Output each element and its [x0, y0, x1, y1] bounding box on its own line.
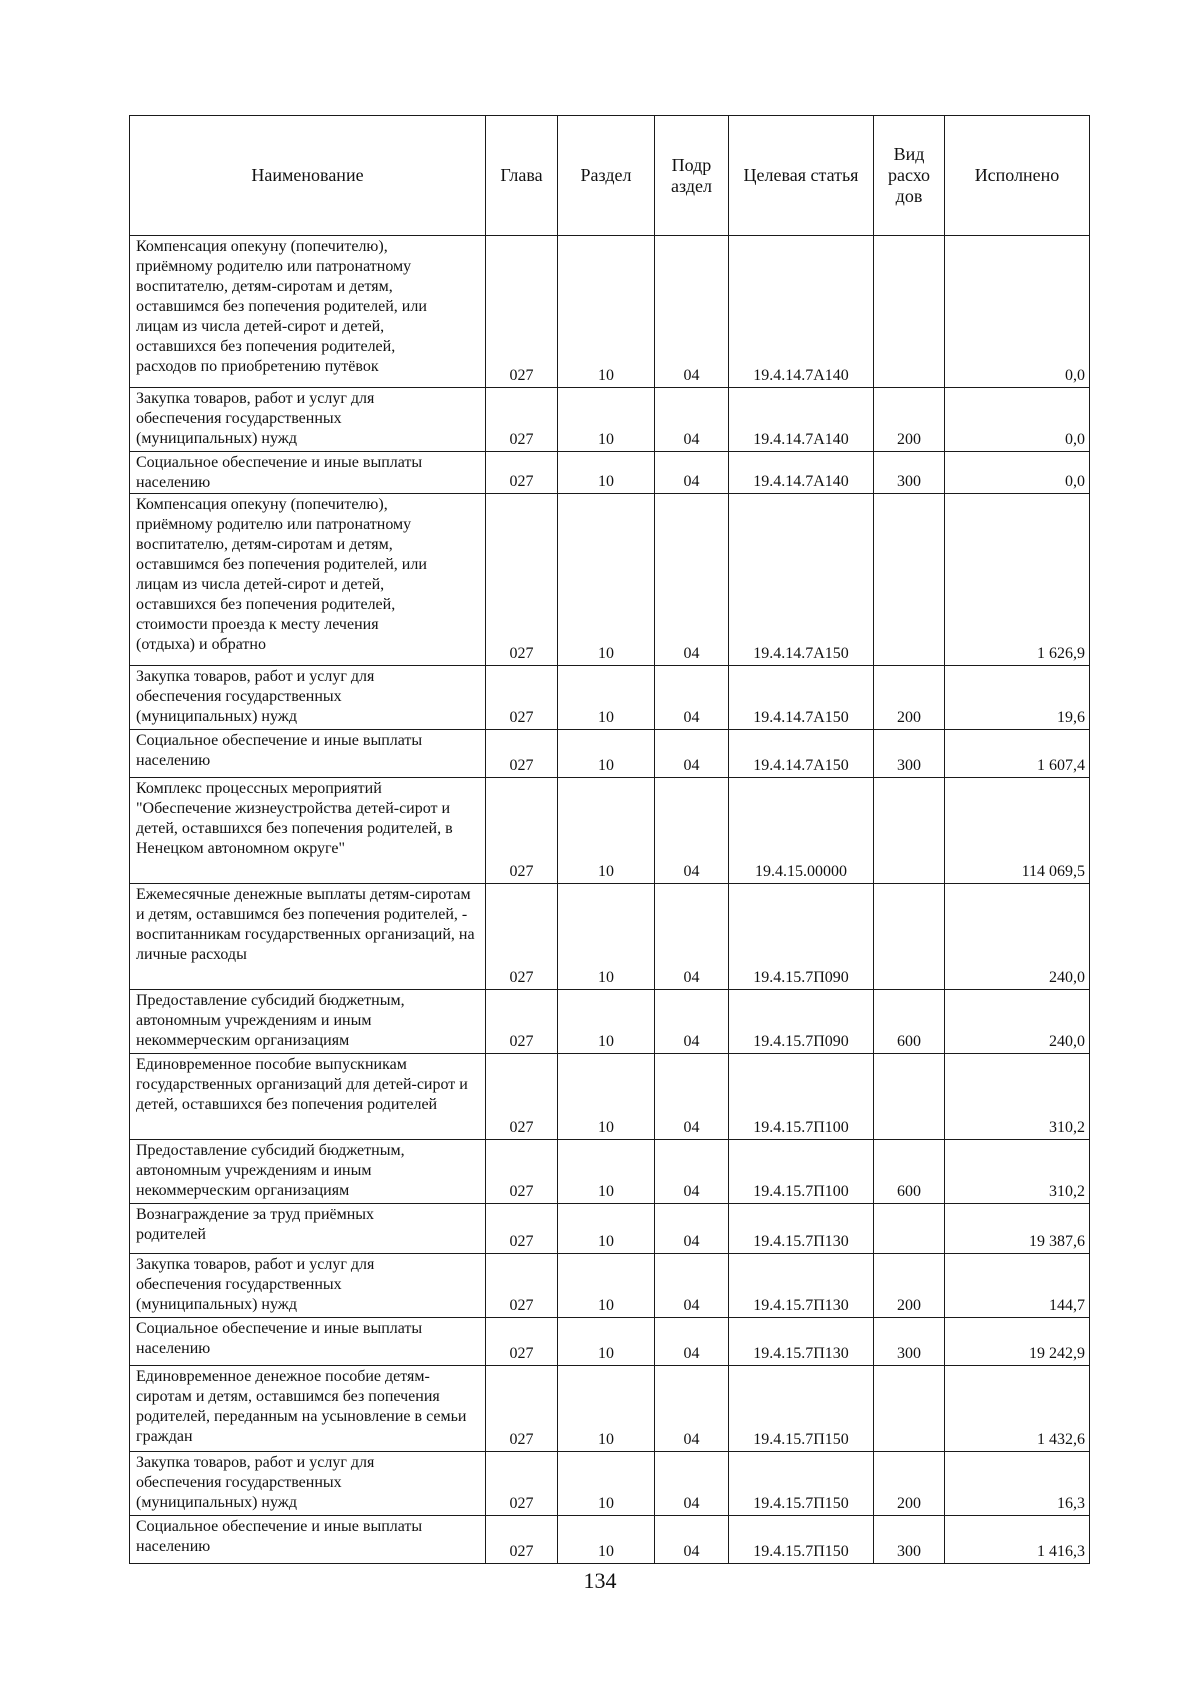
cell-subsection: 04 [655, 388, 729, 452]
cell-subsection: 04 [655, 1254, 729, 1318]
cell-target-article: 19.4.14.7А150 [729, 730, 874, 778]
cell-subsection: 04 [655, 236, 729, 388]
cell-subsection: 04 [655, 1516, 729, 1564]
cell-executed: 114 069,5 [945, 778, 1090, 884]
cell-expense-type: 200 [874, 1254, 945, 1318]
cell-executed: 1 432,6 [945, 1366, 1090, 1452]
budget-expenditure-table [129, 115, 1090, 1564]
table-row [130, 452, 1090, 494]
cell-target-article: 19.4.15.7П150 [729, 1452, 874, 1516]
cell-section: 10 [558, 1318, 655, 1366]
table-row [130, 1254, 1090, 1318]
table-row [130, 1318, 1090, 1366]
cell-target-article: 19.4.14.7А140 [729, 452, 874, 494]
cell-chapter: 027 [486, 1366, 558, 1452]
cell-name: Ежемесячные денежные выплаты детям-сиротам и детям, оставшимся без попечения родителей, - воспитанникам государственных организаций, на личные расходы [130, 884, 486, 990]
cell-expense-type [874, 1204, 945, 1254]
table-row [130, 494, 1090, 666]
cell-subsection: 04 [655, 1204, 729, 1254]
cell-expense-type: 200 [874, 388, 945, 452]
page-number: 134 [583, 1568, 617, 1593]
cell-executed: 310,2 [945, 1054, 1090, 1140]
cell-expense-type: 300 [874, 730, 945, 778]
cell-target-article: 19.4.15.7П130 [729, 1318, 874, 1366]
cell-name: Социальное обеспечение и иные выплаты населению [130, 1318, 486, 1366]
cell-chapter: 027 [486, 778, 558, 884]
table-row [130, 778, 1090, 884]
table-row [130, 1054, 1090, 1140]
cell-target-article: 19.4.15.7П130 [729, 1204, 874, 1254]
cell-section: 10 [558, 1366, 655, 1452]
cell-expense-type [874, 236, 945, 388]
table-row [130, 1516, 1090, 1564]
cell-section: 10 [558, 388, 655, 452]
cell-chapter: 027 [486, 236, 558, 388]
cell-target-article: 19.4.15.00000 [729, 778, 874, 884]
cell-section: 10 [558, 730, 655, 778]
cell-executed: 19 242,9 [945, 1318, 1090, 1366]
cell-subsection: 04 [655, 730, 729, 778]
cell-chapter: 027 [486, 1254, 558, 1318]
cell-section: 10 [558, 1452, 655, 1516]
table-row [130, 884, 1090, 990]
cell-name: Вознаграждение за труд приёмных родителей [130, 1204, 486, 1254]
header-target-article: Целевая статья [729, 116, 874, 236]
table-row [130, 1452, 1090, 1516]
cell-name: Закупка товаров, работ и услуг для обеспечения государственных (муниципальных) нужд [130, 1452, 486, 1516]
cell-expense-type [874, 884, 945, 990]
cell-chapter: 027 [486, 1516, 558, 1564]
cell-executed: 1 607,4 [945, 730, 1090, 778]
cell-chapter: 027 [486, 884, 558, 990]
cell-expense-type: 300 [874, 1318, 945, 1366]
cell-subsection: 04 [655, 1318, 729, 1366]
cell-subsection: 04 [655, 1452, 729, 1516]
header-subsection: Подр аздел [655, 116, 729, 236]
cell-chapter: 027 [486, 1054, 558, 1140]
cell-chapter: 027 [486, 1318, 558, 1366]
table-header [130, 116, 1090, 236]
cell-section: 10 [558, 990, 655, 1054]
cell-expense-type: 300 [874, 452, 945, 494]
cell-name: Компенсация опекуну (попечителю), приёмному родителю или патронатному воспитателю, детям-сиротам и детям, оставшимся без попечения родителей, или лицам из числа детей-сирот и детей, оставшихся без попечения родителей, расходов по приобретению путёвок [130, 236, 486, 388]
cell-target-article: 19.4.15.7П150 [729, 1366, 874, 1452]
cell-section: 10 [558, 778, 655, 884]
cell-chapter: 027 [486, 1204, 558, 1254]
cell-chapter: 027 [486, 990, 558, 1054]
cell-target-article: 19.4.15.7П100 [729, 1140, 874, 1204]
cell-target-article: 19.4.15.7П090 [729, 990, 874, 1054]
cell-expense-type: 200 [874, 1452, 945, 1516]
cell-target-article: 19.4.14.7А150 [729, 666, 874, 730]
cell-chapter: 027 [486, 730, 558, 778]
cell-subsection: 04 [655, 666, 729, 730]
cell-section: 10 [558, 884, 655, 990]
cell-name: Закупка товаров, работ и услуг для обеспечения государственных (муниципальных) нужд [130, 388, 486, 452]
cell-executed: 0,0 [945, 236, 1090, 388]
cell-name: Социальное обеспечение и иные выплаты населению [130, 730, 486, 778]
cell-expense-type: 300 [874, 1516, 945, 1564]
header-expense-type: Вид расхо дов [874, 116, 945, 236]
cell-executed: 240,0 [945, 884, 1090, 990]
cell-executed: 0,0 [945, 452, 1090, 494]
cell-chapter: 027 [486, 494, 558, 666]
table-row [130, 1204, 1090, 1254]
cell-section: 10 [558, 1140, 655, 1204]
cell-subsection: 04 [655, 1054, 729, 1140]
cell-chapter: 027 [486, 1140, 558, 1204]
cell-name: Закупка товаров, работ и услуг для обеспечения государственных (муниципальных) нужд [130, 1254, 486, 1318]
cell-subsection: 04 [655, 494, 729, 666]
cell-chapter: 027 [486, 452, 558, 494]
cell-executed: 1 416,3 [945, 1516, 1090, 1564]
table-row [130, 388, 1090, 452]
cell-expense-type: 600 [874, 1140, 945, 1204]
table-body [130, 236, 1090, 1564]
table-row [130, 730, 1090, 778]
cell-expense-type: 200 [874, 666, 945, 730]
cell-subsection: 04 [655, 1140, 729, 1204]
cell-target-article: 19.4.14.7А140 [729, 236, 874, 388]
cell-subsection: 04 [655, 778, 729, 884]
table-row [130, 1140, 1090, 1204]
cell-name: Закупка товаров, работ и услуг для обеспечения государственных (муниципальных) нужд [130, 666, 486, 730]
cell-expense-type [874, 1366, 945, 1452]
cell-expense-type [874, 494, 945, 666]
header-row [130, 116, 1090, 236]
cell-executed: 16,3 [945, 1452, 1090, 1516]
cell-executed: 1 626,9 [945, 494, 1090, 666]
table-row [130, 236, 1090, 388]
cell-subsection: 04 [655, 1366, 729, 1452]
cell-expense-type [874, 778, 945, 884]
cell-target-article: 19.4.14.7А150 [729, 494, 874, 666]
header-executed: Исполнено [945, 116, 1090, 236]
cell-section: 10 [558, 236, 655, 388]
header-name: Наименование [130, 116, 486, 236]
cell-target-article: 19.4.14.7А140 [729, 388, 874, 452]
cell-target-article: 19.4.15.7П100 [729, 1054, 874, 1140]
cell-executed: 310,2 [945, 1140, 1090, 1204]
cell-section: 10 [558, 666, 655, 730]
cell-subsection: 04 [655, 990, 729, 1054]
cell-chapter: 027 [486, 388, 558, 452]
cell-executed: 19 387,6 [945, 1204, 1090, 1254]
cell-executed: 144,7 [945, 1254, 1090, 1318]
cell-name: Предоставление субсидий бюджетным, автономным учреждениям и иным некоммерческим организациям [130, 1140, 486, 1204]
cell-name: Комплекс процессных мероприятий "Обеспечение жизнеустройства детей-сирот и детей, оставшихся без попечения родителей, в Ненецком автономном округе" [130, 778, 486, 884]
cell-section: 10 [558, 494, 655, 666]
header-section: Раздел [558, 116, 655, 236]
cell-name: Предоставление субсидий бюджетным, автономным учреждениям и иным некоммерческим организациям [130, 990, 486, 1054]
cell-executed: 240,0 [945, 990, 1090, 1054]
cell-section: 10 [558, 1054, 655, 1140]
cell-subsection: 04 [655, 884, 729, 990]
header-chapter: Глава [486, 116, 558, 236]
cell-section: 10 [558, 1516, 655, 1564]
cell-subsection: 04 [655, 452, 729, 494]
cell-section: 10 [558, 452, 655, 494]
cell-chapter: 027 [486, 666, 558, 730]
cell-section: 10 [558, 1204, 655, 1254]
cell-name: Единовременное пособие выпускникам государственных организаций для детей-сирот и детей, оставшихся без попечения родителей [130, 1054, 486, 1140]
cell-executed: 0,0 [945, 388, 1090, 452]
cell-name: Компенсация опекуну (попечителю), приёмному родителю или патронатному воспитателю, детям-сиротам и детям, оставшимся без попечения родителей, или лицам из числа детей-сирот и детей, оставшихся без попечения родителей, стоимости проезда к месту лечения (отдыха) и обратно [130, 494, 486, 666]
cell-target-article: 19.4.15.7П150 [729, 1516, 874, 1564]
cell-chapter: 027 [486, 1452, 558, 1516]
table-row [130, 666, 1090, 730]
cell-expense-type: 600 [874, 990, 945, 1054]
cell-target-article: 19.4.15.7П090 [729, 884, 874, 990]
cell-name: Социальное обеспечение и иные выплаты населению [130, 452, 486, 494]
cell-section: 10 [558, 1254, 655, 1318]
table-row [130, 1366, 1090, 1452]
table-row [130, 990, 1090, 1054]
cell-expense-type [874, 1054, 945, 1140]
cell-executed: 19,6 [945, 666, 1090, 730]
cell-target-article: 19.4.15.7П130 [729, 1254, 874, 1318]
cell-name: Социальное обеспечение и иные выплаты населению [130, 1516, 486, 1564]
cell-name: Единовременное денежное пособие детям-сиротам и детям, оставшимся без попечения родителей, переданным на усыновление в семьи граждан [130, 1366, 486, 1452]
